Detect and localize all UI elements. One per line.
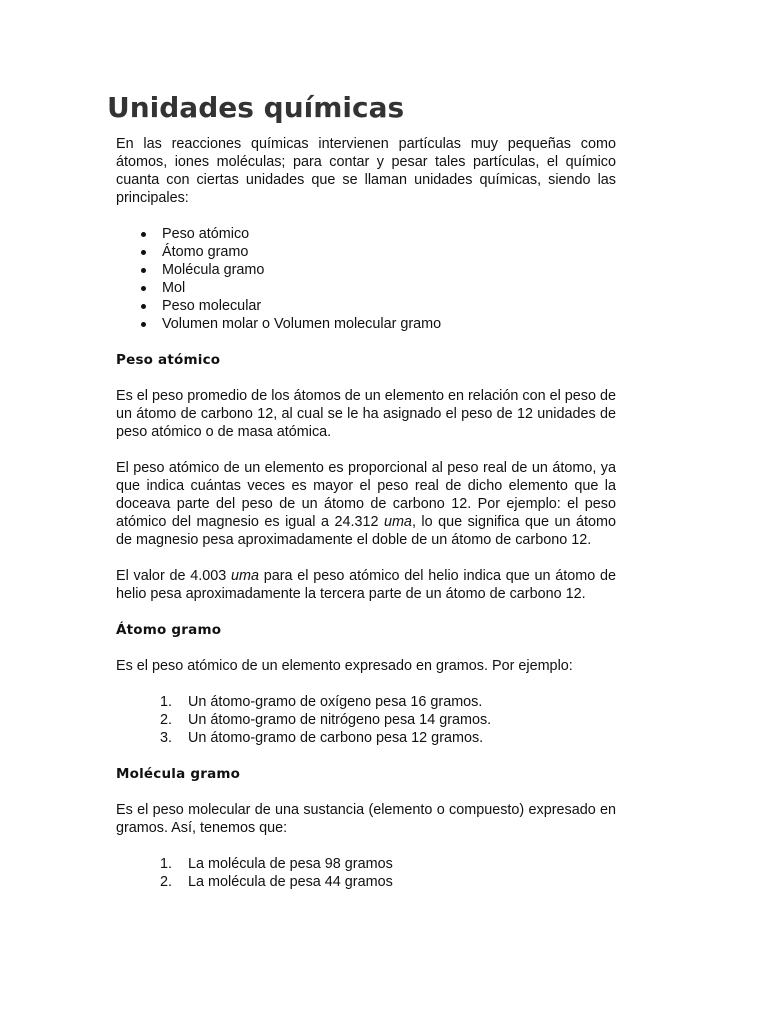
list-item-text: Un átomo-gramo de oxígeno pesa 16 gramos. [188,694,483,710]
list-item [116,729,616,747]
section-heading-peso-atomico: Peso atómico [116,352,221,368]
section-heading-atomo-gramo: Átomo gramo [116,622,222,638]
paragraph-text: El peso atómico de un elemento es proporcional al peso real de un átomo, ya que indica cuántas veces es mayor el peso real de dicho elemento que la doceava parte del peso de un átomo de carbono 12. Por ejemplo: el peso atómico del magnesio es igual a 24.312 [116,460,616,530]
examples-list [116,855,616,891]
paragraph: Es el peso atómico de un elemento expresado en gramos. Por ejemplo: [116,658,573,674]
paragraph-text: , lo que significa que un átomo de magnesio pesa aproximadamente el doble de un átomo de carbono 12. [116,514,616,548]
document-body [116,135,616,909]
units-list [116,225,616,333]
list-item: Mol [116,279,616,297]
paragraph [116,459,616,549]
list-number: 1. [160,694,173,710]
list-item: Peso molecular [116,297,616,315]
paragraph-text: El valor de 4.003 [116,568,231,584]
intro-paragraph: En las reacciones químicas intervienen partículas muy pequeñas como átomos, iones moléculas; para contar y pesar tales partículas, el químico cuanta con ciertas unidades que se llaman unidades químicas, siendo las principales: [116,136,616,206]
list-item-text: La molécula de pesa 44 gramos [188,874,393,890]
list-item [116,711,616,729]
examples-list [116,693,616,747]
list-item-text: La molécula de pesa 98 gramos [188,856,393,872]
page-title: Unidades químicas [107,91,405,124]
paragraph: Es el peso molecular de una sustancia (elemento o compuesto) expresado en gramos. Así, tenemos que: [116,802,616,836]
list-item: Molécula gramo [116,261,616,279]
list-item [116,693,616,711]
list-number: 2. [160,712,173,728]
list-item [116,855,616,873]
paragraph [116,567,616,603]
list-item-text: Un átomo-gramo de carbono pesa 12 gramos. [188,730,484,746]
section-heading-molecula-gramo: Molécula gramo [116,766,241,782]
list-item: Volumen molar o Volumen molecular gramo [116,315,616,333]
list-number: 3. [160,730,173,746]
list-item: Peso atómico [116,225,616,243]
list-item-text: Un átomo-gramo de nitrógeno pesa 14 gramos. [188,712,492,728]
list-item [116,873,616,891]
unit-emphasis: uma [383,514,412,530]
list-number: 2. [160,874,173,890]
list-number: 1. [160,856,173,872]
unit-emphasis: uma [230,568,259,584]
paragraph: Es el peso promedio de los átomos de un elemento en relación con el peso de un átomo de carbono 12, al cual se le ha asignado el peso de 12 unidades de peso atómico o de masa atómica. [116,388,616,440]
paragraph-text: para el peso atómico del helio indica que un átomo de helio pesa aproximadamente la tercera parte de un átomo de carbono 12. [116,568,616,602]
list-item: Átomo gramo [116,243,616,261]
